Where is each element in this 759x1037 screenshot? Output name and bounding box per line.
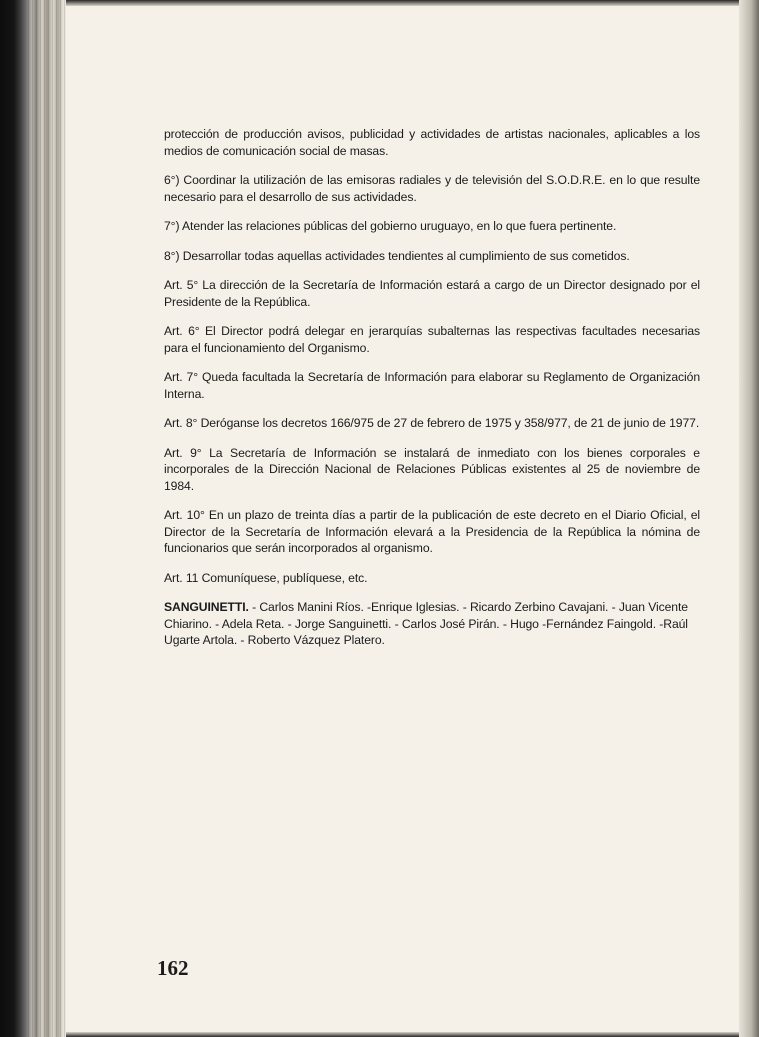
paragraph-art-10: Art. 10° En un plazo de treinta días a partir de la publicación de este decreto en el Diario Oficial, el Director de la Secretaría de Información elevará a la Presidencia de la República la nómina de funcionarios que serán incorporados al organismo.	[164, 508, 700, 555]
paragraph-item-8: 8°) Desarrollar todas aquellas actividades tendientes al cumplimiento de sus cometidos.	[164, 248, 630, 263]
paragraph-item-7: 7°) Atender las relaciones públicas del gobierno uruguayo, en lo que fuera pertinente.	[164, 219, 617, 233]
signatory-lead: SANGUINETTI.	[164, 600, 249, 614]
paragraph-item-6: 6°) Coordinar la utilización de las emisoras radiales y de televisión del S.O.D.R.E. en lo que resulte necesario para el desarrollo de sus actividades.	[164, 173, 700, 204]
top-edge	[66, 0, 759, 6]
right-edge	[739, 0, 759, 1037]
signatory-list: - Carlos Manini Ríos. -Enrique Iglesias. - Ricardo Zerbino Cavajani. - Juan Vicente Chiarino. - Adela Reta. - Jorge Sanguinetti. - Carlos José Pirán. - Hugo -Fernández Faingold. -Raúl Ugarte Artola. - Roberto Vázquez Platero.	[164, 600, 688, 647]
page-number: 162	[157, 956, 189, 980]
paragraph-art-8: Art. 8° Deróganse los decretos 166/975 de 27 de febrero de 1975 y 358/977, de 21 de junio de 1977.	[164, 416, 700, 430]
paragraph-art-11: Art. 11 Comuníquese, publíquese, etc.	[164, 570, 368, 585]
paragraph-art-7: Art. 7° Queda facultada la Secretaría de Información para elaborar su Reglamento de Organización Interna.	[164, 370, 700, 401]
book-spine	[0, 0, 70, 1037]
signatories	[164, 599, 700, 649]
bottom-edge	[66, 1032, 759, 1037]
paragraph-art-6: Art. 6° El Director podrá delegar en jerarquías subalternas las respectivas facultades necesarias para el funcionamiento del Organismo.	[164, 324, 700, 355]
page-body	[164, 126, 700, 662]
paragraph-art-9: Art. 9° La Secretaría de Información se instalará de inmediato con los bienes corporales e incorporales de la Dirección Nacional de Relaciones Públicas existentes al 25 de noviembre de 1984.	[164, 445, 700, 493]
paragraph-intro: protección de producción avisos, publicidad y actividades de artistas nacionales, aplicables a los medios de comunicación social de masas.	[164, 127, 700, 158]
paragraph-art-5: Art. 5° La dirección de la Secretaría de Información estará a cargo de un Director designado por el Presidente de la República.	[164, 278, 700, 309]
